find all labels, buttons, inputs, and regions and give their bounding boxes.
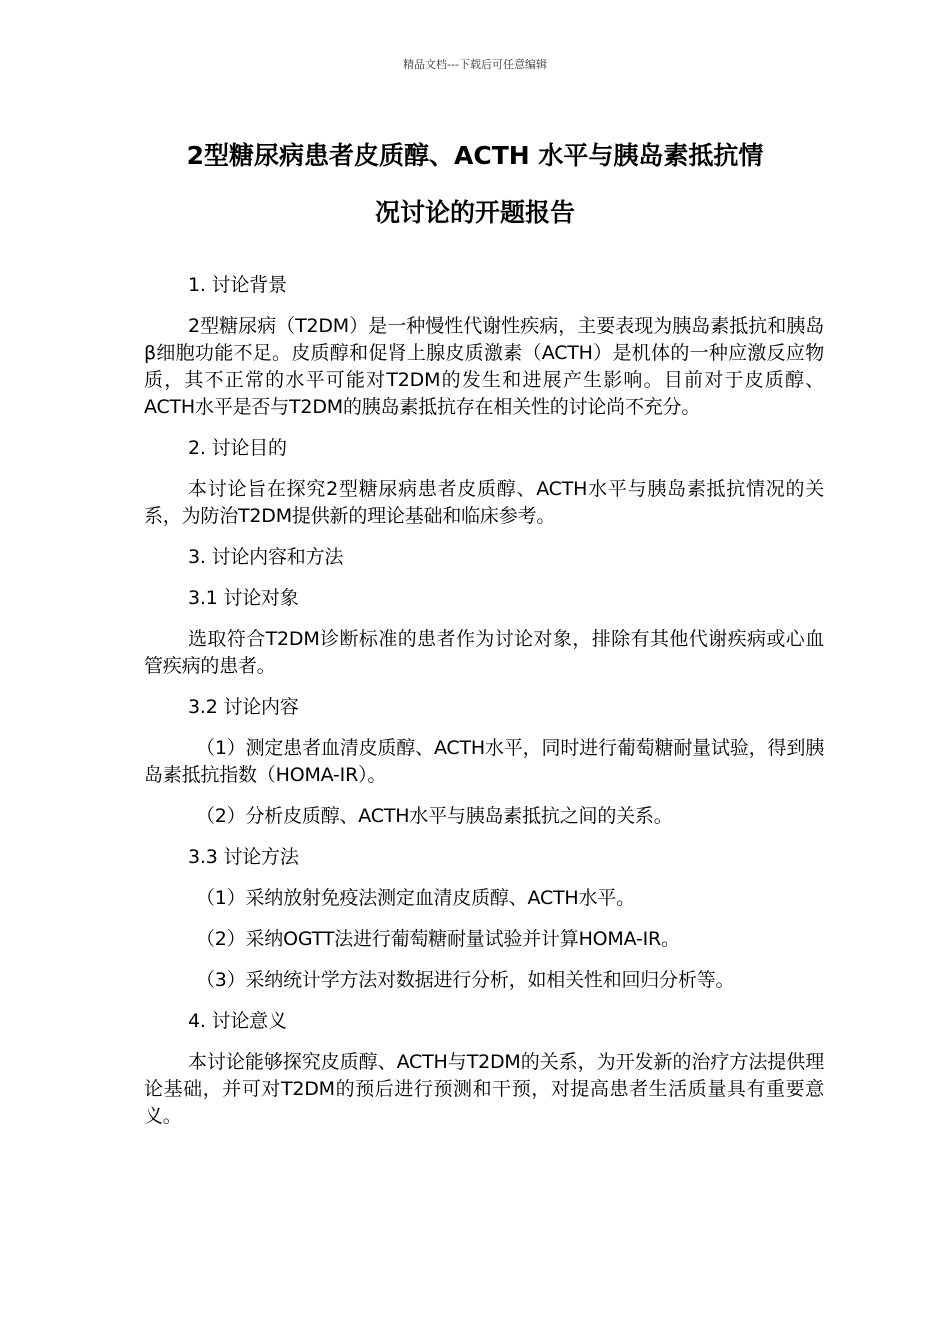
subsection-heading-methods: 3.3 讨论方法 <box>188 846 299 868</box>
list-item-content-2: （2）分析皮质醇、ACTH水平与胰岛素抵抗之间的关系。 <box>196 805 673 827</box>
paragraph-background: 2型糖尿病（T2DM）是一种慢性代谢性疾病，主要表现为胰岛素抵抗和胰岛β细胞功能不足。皮质醇和促肾上腺皮质激素（ACTH）是机体的一种应激反应物质，其不正常的水平可能对T2DM的发生和进展产生影响。目前对于皮质醇、ACTH水平是否与T2DM的胰岛素抵抗存在相关性的讨论尚不充分。 <box>144 315 824 418</box>
section-heading-significance: 4. 讨论意义 <box>188 1010 287 1032</box>
list-item-methods-3: （3）采纳统计学方法对数据进行分析，如相关性和回归分析等。 <box>196 969 735 991</box>
section-heading-content-methods: 3. 讨论内容和方法 <box>188 546 344 568</box>
page-header-note: 精品文档---下载后可任意编辑 <box>403 58 547 71</box>
list-item-methods-2: （2）采纳OGTT法进行葡萄糖耐量试验并计算HOMA-IR。 <box>196 928 680 950</box>
document-title-line-1: 2型糖尿病患者皮质醇、ACTH 水平与胰岛素抵抗情 <box>186 141 764 170</box>
section-heading-purpose: 2. 讨论目的 <box>188 437 287 459</box>
document-body <box>144 272 824 1144</box>
paragraph-subjects: 选取符合T2DM诊断标准的患者作为讨论对象，排除有其他代谢疾病或心血管疾病的患者。 <box>144 628 824 677</box>
list-item-methods-1: （1）采纳放射免疫法测定血清皮质醇、ACTH水平。 <box>196 887 635 909</box>
section-heading-background: 1. 讨论背景 <box>188 274 287 296</box>
subsection-heading-content: 3.2 讨论内容 <box>188 696 299 718</box>
paragraph-significance: 本讨论能够探究皮质醇、ACTH与T2DM的关系，为开发新的治疗方法提供理论基础，并可对T2DM的预后进行预测和干预，对提高患者生活质量具有重要意义。 <box>144 1051 824 1127</box>
paragraph-purpose: 本讨论旨在探究2型糖尿病患者皮质醇、ACTH水平与胰岛素抵抗情况的关系，为防治T2DM提供新的理论基础和临床参考。 <box>144 478 824 527</box>
subsection-heading-subjects: 3.1 讨论对象 <box>188 587 299 609</box>
document-title-line-2: 况讨论的开题报告 <box>374 198 575 227</box>
list-item-content-1: （1）测定患者血清皮质醇、ACTH水平，同时进行葡萄糖耐量试验，得到胰岛素抵抗指数（HOMA-IR）。 <box>144 737 824 786</box>
